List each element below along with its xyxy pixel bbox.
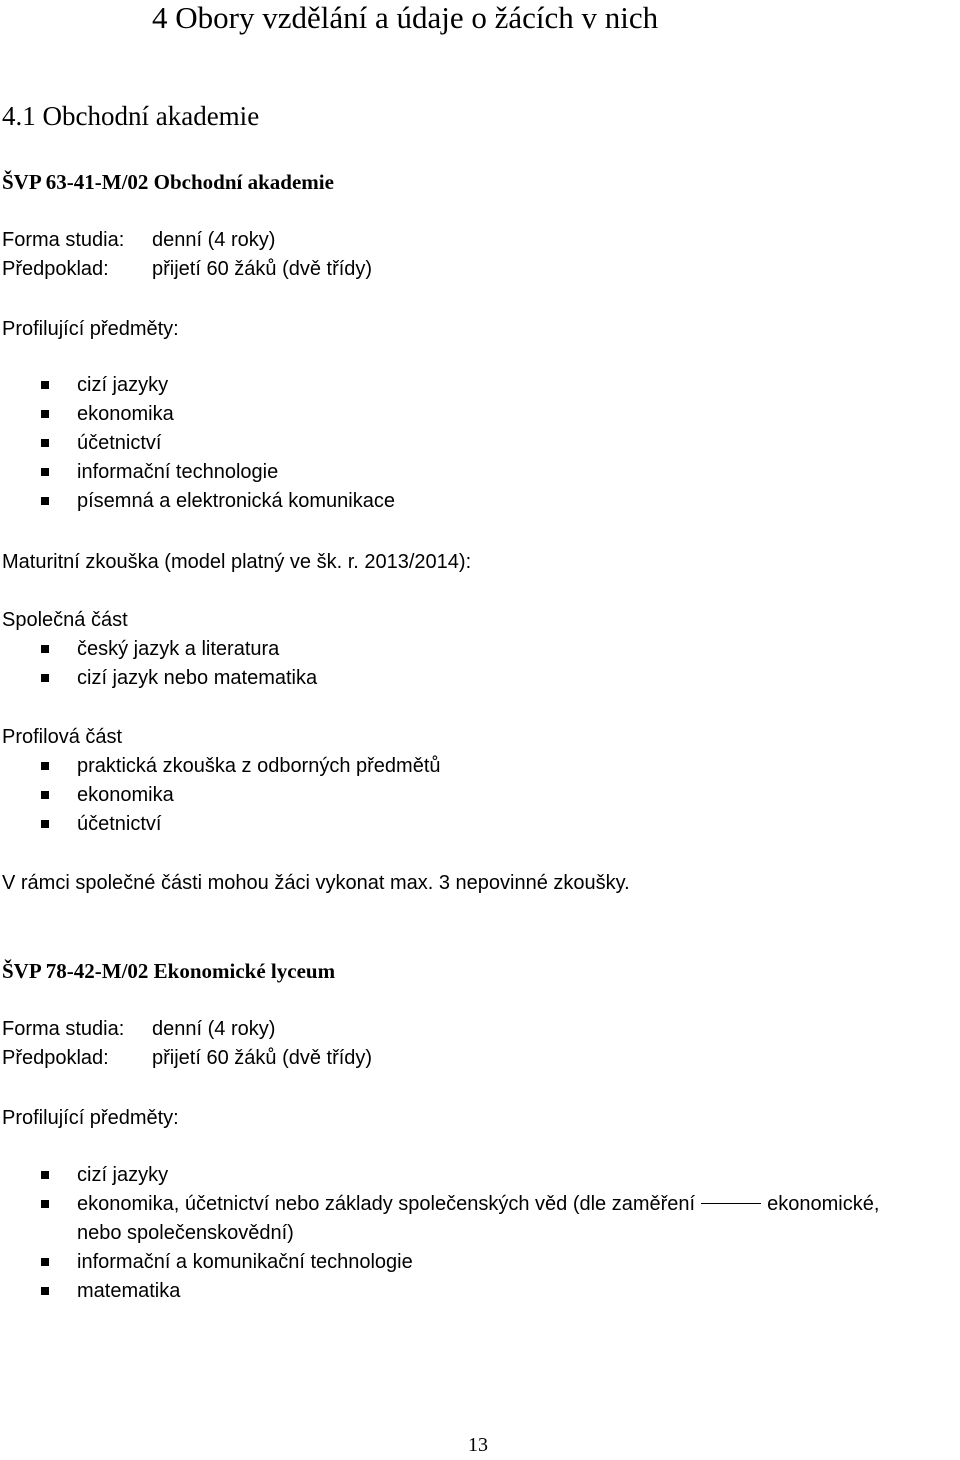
svp1-forma-value: denní (4 roky) [152, 229, 276, 251]
svp1-profil-item: informační technologie [77, 461, 279, 483]
svp2-profil-item-part: ekonomika, účetnictví nebo základy společenských věd (dle zaměření [77, 1193, 696, 1215]
svp1-profil-label: Profilující předměty: [2, 318, 179, 340]
bullet-icon [41, 468, 49, 476]
svp2-profil-label: Profilující předměty: [2, 1107, 179, 1129]
bullet-icon [41, 674, 49, 682]
svp2-profil-item: informační a komunikační technologie [77, 1251, 413, 1273]
svp2-title: ŠVP 78-42-M/02 Ekonomické lyceum [2, 959, 336, 983]
svp1-predpoklad-row [2, 258, 372, 281]
bullet-icon [41, 497, 49, 505]
bullet-icon [41, 820, 49, 828]
svp2-profil-item-continuation: nebo společenskovědní) [77, 1222, 294, 1244]
svp2-predpoklad-value: přijetí 60 žáků (dvě třídy) [152, 1047, 373, 1069]
svp2-predpoklad-label: Předpoklad: [2, 1047, 109, 1069]
svp2-profil-item-part: ekonomické, [767, 1193, 880, 1215]
svp2-profil-item: matematika [77, 1280, 181, 1302]
svp2-forma-value: denní (4 roky) [152, 1018, 276, 1040]
bullet-icon [41, 1171, 49, 1179]
svp1-predpoklad-label: Předpoklad: [2, 258, 109, 280]
svp1-forma-label: Forma studia: [2, 229, 125, 251]
bullet-icon [41, 645, 49, 653]
svp1-profil-item: ekonomika [77, 403, 174, 425]
bullet-icon [41, 762, 49, 770]
svp1-profilova-item: účetnictví [77, 813, 162, 835]
bullet-icon [41, 410, 49, 418]
svp1-spolecna-item: český jazyk a literatura [77, 638, 280, 660]
bullet-icon [41, 381, 49, 389]
svp1-title: ŠVP 63-41-M/02 Obchodní akademie [2, 170, 334, 194]
svp1-spolecna-item: cizí jazyk nebo matematika [77, 667, 318, 689]
svp2-forma-label: Forma studia: [2, 1018, 125, 1040]
bullet-icon [41, 439, 49, 447]
svp1-profil-item: cizí jazyky [77, 374, 169, 396]
svp1-forma-row [2, 229, 275, 252]
bullet-icon [41, 1200, 49, 1208]
svp2-predpoklad-row [2, 1047, 372, 1070]
svp1-predpoklad-value: přijetí 60 žáků (dvě třídy) [152, 258, 373, 280]
svp1-profilova-item: praktická zkouška z odborných předmětů [77, 755, 441, 777]
svp1-profil-item: účetnictví [77, 432, 162, 454]
dash-icon [701, 1203, 761, 1204]
svp1-profilova-item: ekonomika [77, 784, 174, 806]
svp1-note: V rámci společné části mohou žáci vykonat max. 3 nepovinné zkoušky. [2, 872, 630, 894]
svp1-spolecna-label: Společná část [2, 609, 128, 631]
bullet-icon [41, 791, 49, 799]
svp1-profil-item: písemná a elektronická komunikace [77, 490, 395, 512]
bullet-icon [41, 1258, 49, 1266]
svp1-maturita-label: Maturitní zkouška (model platný ve šk. r. 2013/2014): [2, 551, 472, 573]
svp2-profil-item [77, 1193, 879, 1216]
page-number: 13 [468, 1434, 488, 1456]
bullet-icon [41, 1287, 49, 1295]
svp1-profilova-label: Profilová část [2, 726, 123, 748]
chapter-title: 4 Obory vzdělání a údaje o žácích v nich [152, 0, 659, 35]
svp2-profil-item: cizí jazyky [77, 1164, 169, 1186]
svp2-forma-row [2, 1018, 275, 1041]
section-title: 4.1 Obchodní akademie [2, 101, 260, 131]
